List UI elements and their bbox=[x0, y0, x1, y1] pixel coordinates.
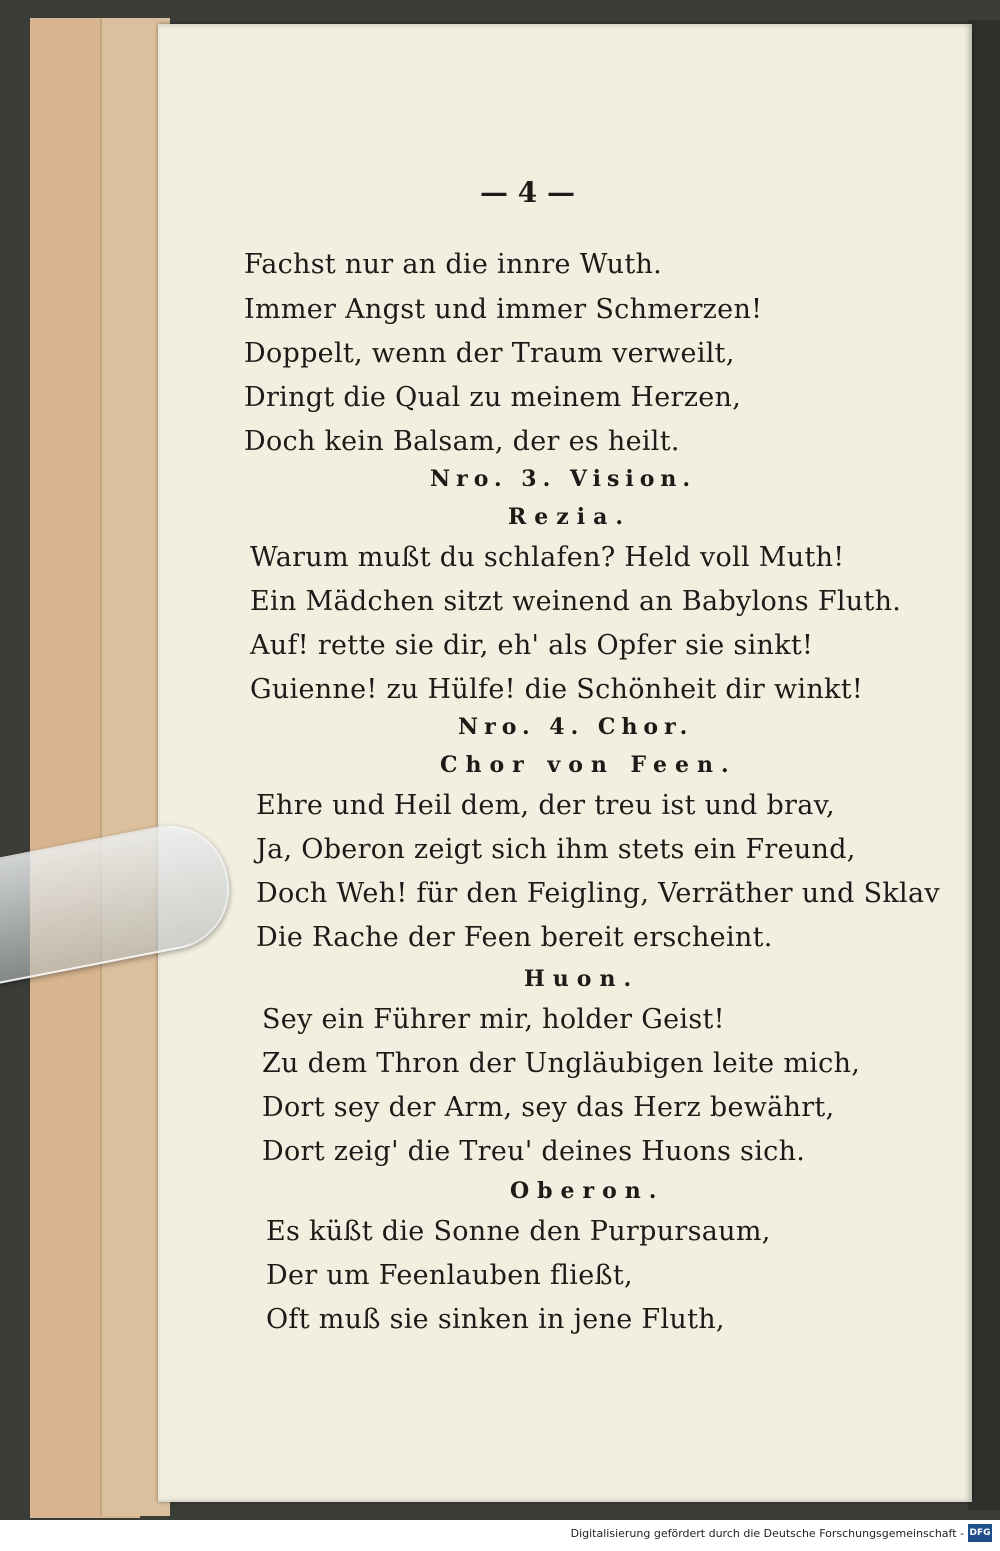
text-line: Doch kein Balsam, der es heilt. bbox=[244, 426, 680, 457]
text-line: Dringt die Qual zu meinem Herzen, bbox=[244, 382, 742, 413]
section-heading-chor: Nro. 4. Chor. bbox=[458, 714, 694, 740]
text-line: Ehre und Heil dem, der treu ist und brav, bbox=[256, 790, 835, 821]
text-line: Die Rache der Feen bereit erscheint. bbox=[256, 922, 773, 953]
speaker-chor: Chor von Feen. bbox=[440, 752, 737, 778]
text-line: Oft muß sie sinken in jene Fluth, bbox=[266, 1304, 725, 1335]
text-line: Auf! rette sie dir, eh' als Opfer sie sinkt! bbox=[250, 630, 814, 661]
text-line: Warum mußt du schlafen? Held voll Muth! bbox=[250, 542, 845, 573]
scan-background-right bbox=[968, 20, 1000, 1510]
text-line: Es küßt die Sonne den Purpursaum, bbox=[266, 1216, 771, 1247]
speaker-rezia: Rezia. bbox=[508, 504, 632, 530]
text-line: Ein Mädchen sitzt weinend an Babylons Fluth. bbox=[250, 586, 902, 617]
text-line: Doch Weh! für den Feigling, Verräther und Sklav bbox=[256, 878, 940, 909]
digitization-credit: Digitalisierung gefördert durch die Deutsche Forschungsgemeinschaft - bbox=[570, 1527, 964, 1540]
page-number: — 4 — bbox=[480, 176, 575, 209]
text-line: Zu dem Thron der Ungläubigen leite mich, bbox=[262, 1048, 861, 1079]
text-line: Fachst nur an die innre Wuth. bbox=[244, 249, 663, 280]
text-line: Ja, Oberon zeigt sich ihm stets ein Freund, bbox=[256, 834, 856, 865]
text-line: Dort zeig' die Treu' deines Huons sich. bbox=[262, 1136, 806, 1167]
text-line: Guienne! zu Hülfe! die Schönheit dir winkt! bbox=[250, 674, 864, 705]
speaker-oberon: Oberon. bbox=[510, 1178, 665, 1204]
text-line: Doppelt, wenn der Traum verweilt, bbox=[244, 338, 735, 369]
text-line: Immer Angst und immer Schmerzen! bbox=[244, 294, 763, 325]
text-line: Sey ein Führer mir, holder Geist! bbox=[262, 1004, 725, 1035]
text-line: Der um Feenlauben fließt, bbox=[266, 1260, 633, 1291]
book-page bbox=[158, 24, 972, 1502]
text-line: Dort sey der Arm, sey das Herz bewährt, bbox=[262, 1092, 835, 1123]
section-heading-vision: Nro. 3. Vision. bbox=[430, 466, 697, 492]
dfg-logo: DFG bbox=[968, 1524, 992, 1542]
speaker-huon: Huon. bbox=[524, 966, 640, 992]
page-text bbox=[158, 24, 972, 1502]
